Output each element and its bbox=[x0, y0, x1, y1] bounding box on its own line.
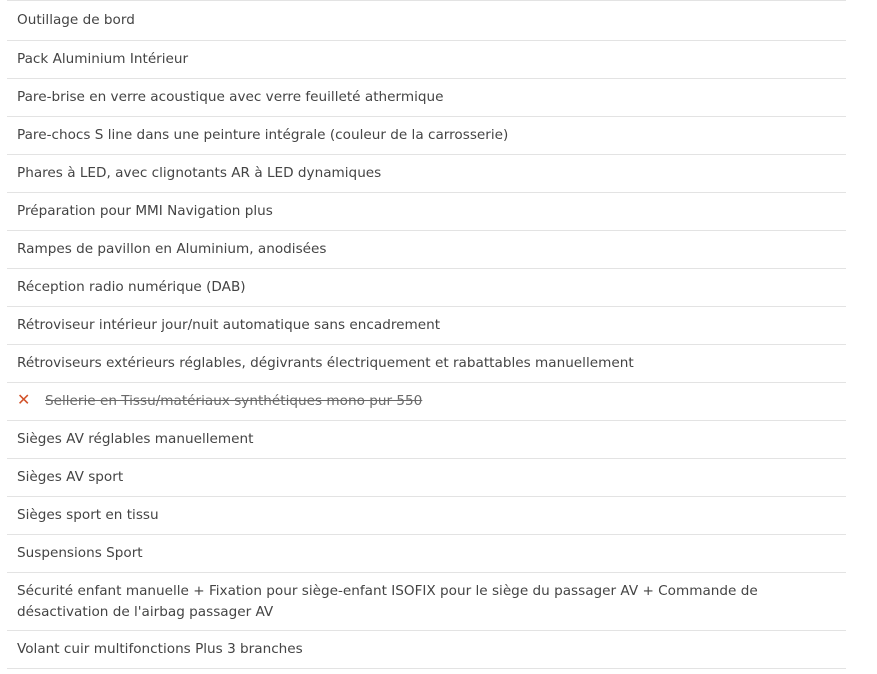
list-item bbox=[7, 345, 846, 383]
list-item bbox=[7, 1, 846, 41]
list-item-label: Pare-chocs S line dans une peinture intégrale (couleur de la carrosserie) bbox=[17, 127, 509, 143]
list-item-excluded bbox=[7, 383, 846, 421]
list-item bbox=[7, 421, 846, 459]
list-item bbox=[7, 631, 846, 669]
list-item bbox=[7, 79, 846, 117]
list-item-label: Rampes de pavillon en Aluminium, anodisées bbox=[17, 241, 327, 257]
list-item bbox=[7, 41, 846, 79]
list-item bbox=[7, 117, 846, 155]
list-item bbox=[7, 459, 846, 497]
list-item bbox=[7, 573, 846, 631]
list-item bbox=[7, 193, 846, 231]
list-item bbox=[7, 155, 846, 193]
list-item-label: Pare-brise en verre acoustique avec verre feuilleté athermique bbox=[17, 89, 444, 105]
list-item bbox=[7, 269, 846, 307]
list-item bbox=[7, 497, 846, 535]
list-item-label: Sièges AV réglables manuellement bbox=[17, 431, 254, 447]
list-item-label: Outillage de bord bbox=[17, 12, 135, 28]
list-item-label: Sellerie en Tissu/matériaux synthétiques mono pur 550 bbox=[45, 393, 423, 409]
list-item-label: Rétroviseurs extérieurs réglables, dégivrants électriquement et rabattables manuellement bbox=[17, 355, 634, 371]
list-item bbox=[7, 307, 846, 345]
list-item-label: Sièges AV sport bbox=[17, 469, 124, 485]
list-item-label: Pack Aluminium Intérieur bbox=[17, 51, 189, 67]
list-item-label: Sièges sport en tissu bbox=[17, 507, 159, 523]
list-item bbox=[7, 231, 846, 269]
list-item-label: Sécurité enfant manuelle + Fixation pour siège-enfant ISOFIX pour le siège du passager AV + Commande de désactivation de l'airbag passager AV bbox=[17, 583, 758, 620]
list-item-label: Préparation pour MMI Navigation plus bbox=[17, 203, 273, 219]
equipment-list bbox=[7, 0, 846, 669]
list-item-label: Rétroviseur intérieur jour/nuit automatique sans encadrement bbox=[17, 317, 441, 333]
list-item-label: Suspensions Sport bbox=[17, 545, 143, 561]
list-item-label: Réception radio numérique (DAB) bbox=[17, 279, 246, 295]
list-item-label: Phares à LED, avec clignotants AR à LED dynamiques bbox=[17, 165, 382, 181]
close-icon: ✕ bbox=[17, 389, 31, 409]
list-item bbox=[7, 535, 846, 573]
list-item-label: Volant cuir multifonctions Plus 3 branches bbox=[17, 641, 303, 657]
